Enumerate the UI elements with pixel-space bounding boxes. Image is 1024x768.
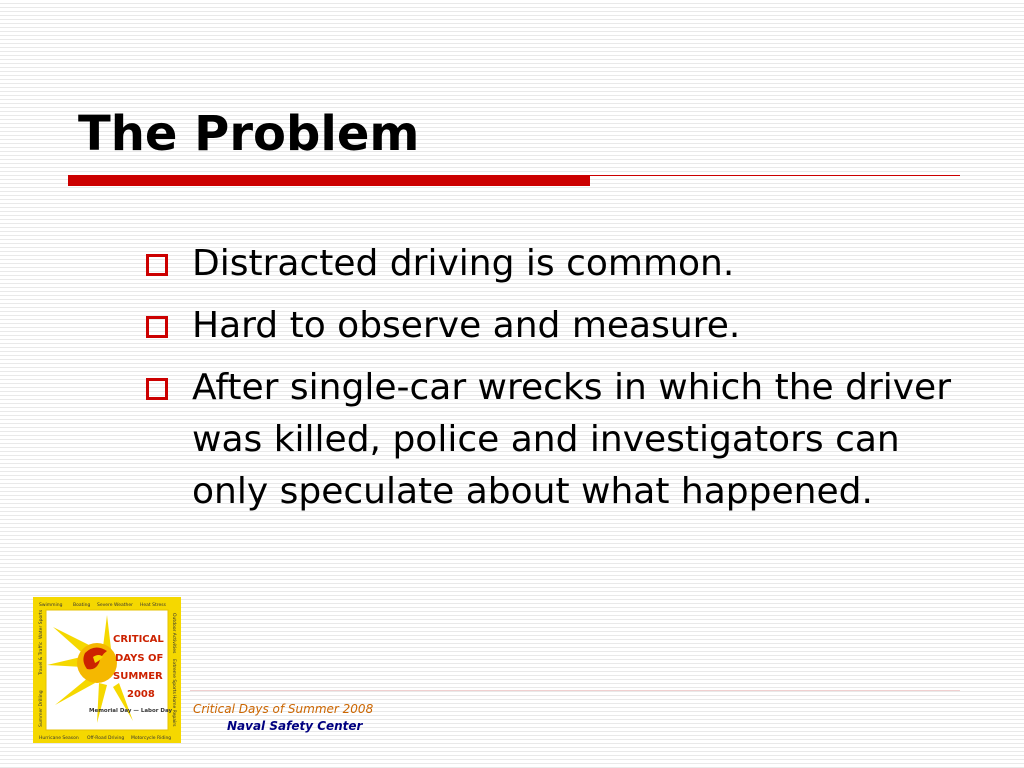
logo-title-line: CRITICAL [113, 634, 164, 645]
logo-top-label: Heat Stress [140, 603, 166, 608]
logo-left-label: Summer Drilling [39, 690, 44, 727]
logo-bottom-label: Off-Road Driving [87, 736, 125, 741]
critical-days-of-summer-logo [33, 597, 181, 743]
bullet-item [140, 300, 980, 352]
square-bullet-icon [146, 254, 168, 276]
logo-bottom-label: Motorcycle Riding [131, 736, 172, 741]
logo-title-line: 2008 [127, 689, 155, 700]
footer-event-name: Critical Days of Summer 2008 [193, 702, 374, 716]
bullet-text: Hard to observe and measure. [192, 305, 741, 346]
title-underline-thick [68, 175, 590, 186]
logo-right-label: Home Repairs [171, 695, 176, 727]
logo-left-label: Water Sports [39, 609, 44, 639]
bullet-item [140, 238, 980, 290]
bullet-list [140, 238, 980, 528]
logo-top-label: Boating [73, 603, 91, 608]
bullet-text: Distracted driving is common. [192, 243, 735, 284]
footer-divider [190, 690, 960, 691]
logo-right-label: Outdoor Activities [171, 613, 176, 654]
slide-title: The Problem [78, 106, 420, 162]
logo-title-line: SUMMER [113, 671, 163, 682]
logo-bottom-label: Hurricane Season [39, 736, 79, 741]
title-underline-thin [590, 175, 960, 176]
logo-top-label: Swimming [39, 603, 63, 608]
bullet-item [140, 362, 980, 518]
logo-dates: Memorial Day — Labor Day [89, 708, 173, 714]
footer-organization: Naval Safety Center [227, 719, 363, 733]
logo-top-label: Severe Weather [97, 603, 133, 608]
bullet-text: After single-car wrecks in which the driver was killed, police and investigators can only speculate about what happened. [192, 367, 952, 512]
logo-left-label: Travel & Traffic [39, 641, 44, 675]
logo-title-line: DAYS OF [115, 653, 164, 664]
square-bullet-icon [146, 316, 168, 338]
square-bullet-icon [146, 378, 168, 400]
logo-right-label: Extreme Sports [171, 659, 176, 694]
